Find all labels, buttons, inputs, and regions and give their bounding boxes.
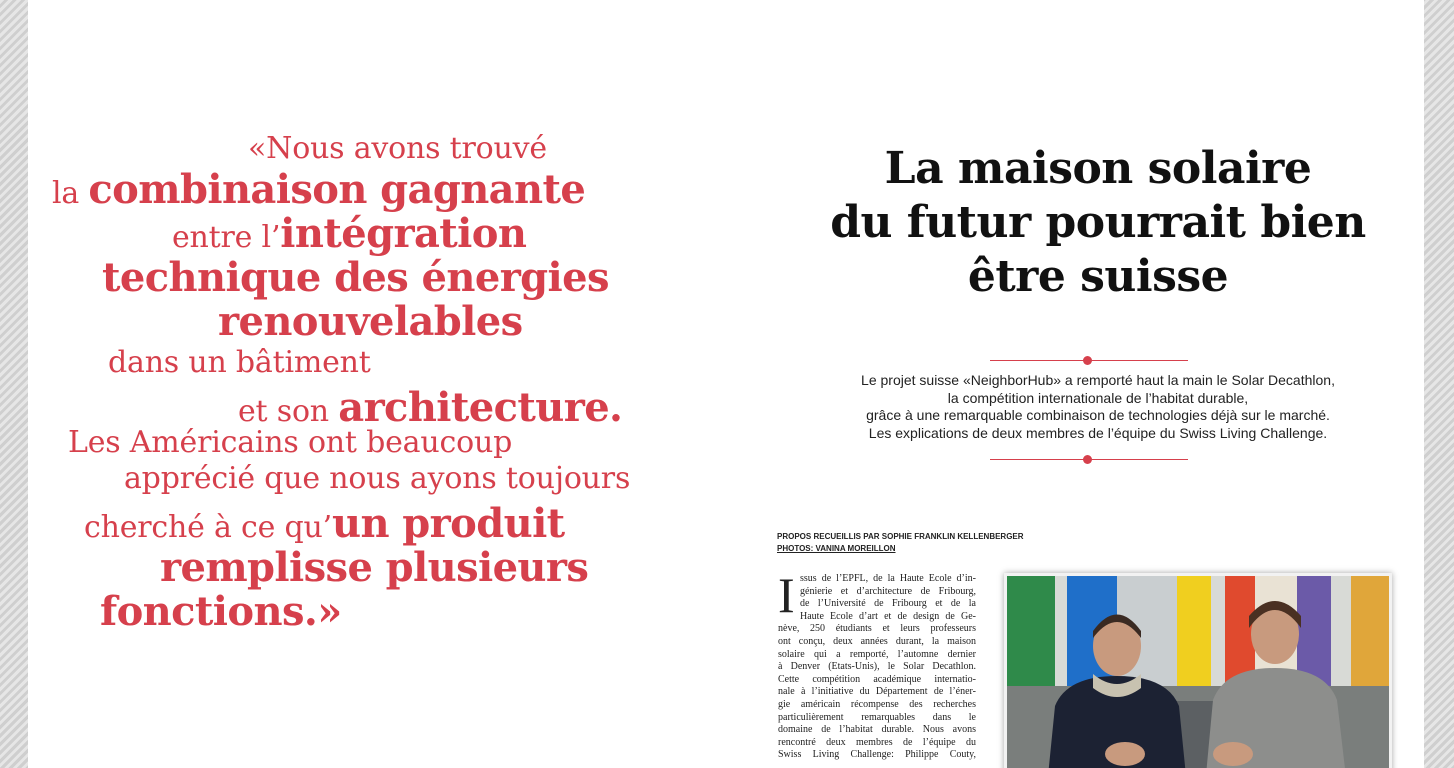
article-title — [788, 142, 1408, 304]
divider-dot — [1083, 356, 1092, 365]
body-line: domaine de l’habitat durable. Nous avons — [778, 724, 976, 736]
body-line: Haute Ecole d’art et de design de Ge- — [800, 610, 976, 622]
body-line: ont conçu, deux années durant, la maison — [778, 635, 976, 647]
intro-line: Les explications de deux membres de l’équipe du Swiss Living Challenge. — [868, 424, 1328, 441]
body-line: à Denver (Etats-Unis), le Solar Decathlon. — [778, 661, 976, 673]
photo-illustration — [1007, 576, 1389, 768]
body-line: solaire qui a remporté, l’automne dernier — [778, 648, 976, 660]
divider-bottom — [990, 459, 1188, 460]
article-body — [778, 567, 976, 762]
magazine-page — [28, 0, 1424, 768]
divider-dot — [1083, 455, 1092, 464]
quote-line: renouvelables — [218, 298, 523, 345]
intro-line: Le projet suisse «NeighborHub» a remporté haut la main le Solar Decathlon, — [861, 372, 1335, 388]
body-line: gie américain récompense des recherches — [778, 698, 976, 710]
quote-line: fonctions.» — [100, 588, 342, 635]
intro-line: la compétition internationale de l’habitat durable, — [947, 389, 1249, 406]
article-photo — [1004, 573, 1392, 768]
body-line: Swiss Living Challenge: Philippe Couty, — [778, 749, 976, 761]
quote-line: remplisse plusieurs — [160, 544, 589, 591]
intro-line: grâce à une remarquable combinaison de technologies déjà sur le marché. — [866, 407, 1330, 423]
quote-line: «Nous avons trouvé — [248, 131, 547, 166]
quote-line: apprécié que nous ayons toujours — [124, 461, 631, 496]
body-line: nève, 250 étudiants et leurs professeurs — [778, 623, 976, 635]
body-line: Cette compétition académique internatio- — [778, 673, 976, 685]
body-line: ssus de l’EPFL, de la Haute Ecole d’in- — [800, 573, 976, 584]
body-line: nale à l’initiative du Département de l’éner- — [778, 686, 976, 698]
body-line: de l’Université de Fribourg et de la — [800, 598, 976, 610]
article-intro — [788, 372, 1408, 442]
quote-line: entre l’intégration — [172, 210, 527, 257]
drop-cap: I — [778, 567, 795, 623]
credit-interview: PROPOS RECUEILLIS PAR SOPHIE FRANKLIN KELLENBERGER — [777, 532, 1024, 541]
body-line: génierie et d’architecture de Fribourg, — [800, 585, 976, 597]
quote-line: dans un bâtiment — [108, 345, 371, 380]
quote-line: Les Américains ont beaucoup — [68, 425, 513, 460]
title-line: La maison solaire — [884, 143, 1312, 194]
body-line: particulièrement remarquables dans le — [778, 711, 976, 723]
quote-line: et son architecture. — [238, 384, 623, 431]
divider-top — [990, 360, 1188, 361]
body-line: rencontré deux membres de l’équipe du — [778, 736, 976, 748]
title-line: être suisse — [967, 251, 1229, 302]
title-line: du futur pourrait bien — [830, 197, 1366, 248]
quote-line: technique des énergies — [102, 254, 609, 301]
credits — [777, 531, 1024, 555]
pull-quote — [28, 0, 728, 768]
quote-line: la combinaison gagnante — [52, 166, 586, 213]
quote-line: cherché à ce qu’un produit — [84, 500, 565, 547]
credit-photos: PHOTOS: VANINA MOREILLON — [777, 544, 896, 553]
